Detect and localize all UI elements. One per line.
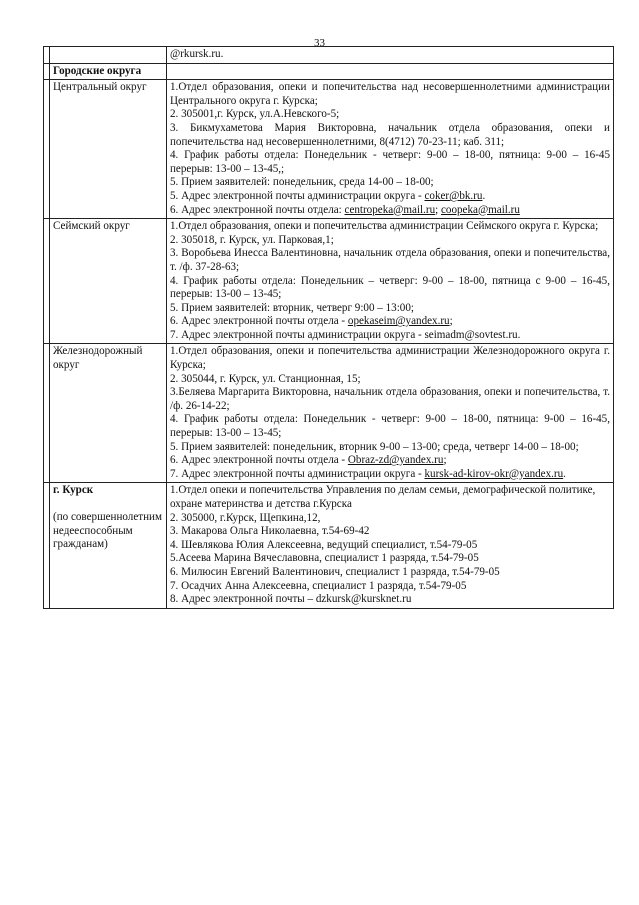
- detail-line: 3. Макарова Ольга Николаевна, т.54-69-42: [170, 525, 370, 538]
- email-link[interactable]: coker@bk.ru: [424, 189, 483, 202]
- detail-line: 3.Беляева Маргарита Викторовна, начальник отдела образования, опеки и попечительства, т. /ф. 26-14-22;: [170, 386, 610, 412]
- detail-line: 4. График работы отдела: Понедельник – четверг: 9-00 – 18-00, пятница с 9-00 – 16-45, перерыв: 13-00 – 13-45;: [170, 274, 610, 301]
- detail-line: 3. Воробьева Инесса Валентиновна, начальник отдела образования, опеки и попечительства, т. /ф. 37-28-63;: [170, 247, 610, 273]
- top-row-text: @rkursk.ru.: [167, 47, 614, 64]
- email-link[interactable]: opekaseim@yandex.ru: [347, 315, 450, 328]
- detail-line: 4. Шевлякова Юлия Алексеевна, ведущий специалист, т.54-79-05: [170, 538, 478, 551]
- page-number: 33: [314, 37, 325, 49]
- detail-line: 6. Адрес электронной почты отдела: centropeka@mail.ru; coopeka@mail.ru: [170, 203, 520, 216]
- district-name: Железнодорожный округ: [50, 344, 167, 483]
- table-row: [44, 344, 614, 483]
- district-details: [167, 483, 614, 608]
- detail-line: 4. График работы отдела: Понедельник - четверг: 9-00 – 18-00, пятница: 9-00 – 16-45, перерыв: 13-00 – 13-45;: [170, 413, 610, 440]
- detail-line: 8. Адрес электронной почты – dzkursk@kursknet.ru: [170, 593, 412, 606]
- email-link[interactable]: centropeka@mail.ru: [344, 203, 436, 216]
- detail-line: 3. Бикмухаметова Мария Викторовна, начальник отдела образования, опеки и попечительства над несовершеннолетними, 8(4712) 70-23-11; каб. 311;: [170, 121, 610, 148]
- detail-line: 5. Прием заявителей: понедельник, вторник 9-00 – 13-00; среда, четверг 14-00 – 18-00;: [170, 440, 579, 453]
- detail-line: 5. Прием заявителей: понедельник, среда 14-00 – 18-00;: [170, 176, 434, 189]
- detail-line: 2. 305000, г.Курск, Щепкина,12,: [170, 511, 321, 524]
- email-text: seimadm@sovtest.ru.: [424, 328, 521, 341]
- detail-line: 6. Адрес электронной почты отдела - opekaseim@yandex.ru;: [170, 315, 453, 328]
- detail-line: 7. Адрес электронной почты администрации округа - kursk-ad-kirov-okr@yandex.ru.: [170, 467, 566, 480]
- district-note: (по совершеннолетним недееспособным гражданам): [53, 511, 163, 551]
- table-row: [44, 80, 614, 219]
- detail-line: 4. График работы отдела: Понедельник - четверг: 9-00 – 18-00, пятница: 9-00 – 16-45 перерыв: 13-00 – 13-45,;: [170, 149, 610, 175]
- table-row: [44, 219, 614, 344]
- detail-line: 1.Отдел опеки и попечительства Управления по делам семьи, демографической политике, охране материнства и детства г.Курска: [170, 484, 596, 510]
- detail-line: 2. 305001,г. Курск, ул.А.Невского-5;: [170, 108, 340, 121]
- table-row: [44, 483, 614, 608]
- section-header: Городские округа: [50, 63, 167, 80]
- detail-line: 5. Прием заявителей: вторник, четверг 9:00 – 13:00;: [170, 301, 414, 314]
- detail-line: 1.Отдел образования, опеки и попечительства администрации Сеймского округа г. Курска;: [170, 220, 599, 233]
- section-header-row: [44, 63, 614, 80]
- table-row: [44, 47, 614, 64]
- district-details: [167, 219, 614, 344]
- district-name: г. Курск: [53, 484, 94, 497]
- detail-line: 7. Адрес электронной почты администрации округа - seimadm@sovtest.ru.: [170, 328, 521, 341]
- email-link[interactable]: Obraz-zd@yandex.ru: [347, 454, 444, 467]
- detail-line: 5.Асеева Марина Вячеславовна, специалист 1 разряда, т.54-79-05: [170, 552, 479, 565]
- email-link[interactable]: coopeka@mail.ru: [440, 203, 520, 216]
- detail-line: 1.Отдел образования, опеки и попечительства администрации Железнодорожного округа г. Курска;: [170, 345, 610, 372]
- district-name: Сеймский округ: [50, 219, 167, 344]
- detail-line: 2. 305044, г. Курск, ул. Станционная, 15;: [170, 372, 361, 385]
- detail-line: 5. Адрес электронной почты администрации округа - coker@bk.ru.: [170, 189, 486, 202]
- district-name: Центральный округ: [50, 80, 167, 219]
- detail-line: 6. Адрес электронной почты отдела - Obraz-zd@yandex.ru;: [170, 454, 447, 467]
- detail-line: 6. Милюсин Евгений Валентинович, специалист 1 разряда, т.54-79-05: [170, 565, 500, 578]
- district-details: [167, 80, 614, 219]
- district-cell: [50, 483, 167, 608]
- detail-line: 1.Отдел образования, опеки и попечительства над несовершеннолетними администрации Центрального округа г. Курска;: [170, 81, 610, 107]
- detail-line: 7. Осадчих Анна Алексеевна, специалист 1 разряда, т.54-79-05: [170, 579, 467, 592]
- district-details: [167, 344, 614, 483]
- email-link[interactable]: kursk-ad-kirov-okr@yandex.ru: [424, 467, 564, 480]
- contacts-table: [43, 46, 614, 609]
- detail-line: 2. 305018, г. Курск, ул. Парковая,1;: [170, 233, 334, 246]
